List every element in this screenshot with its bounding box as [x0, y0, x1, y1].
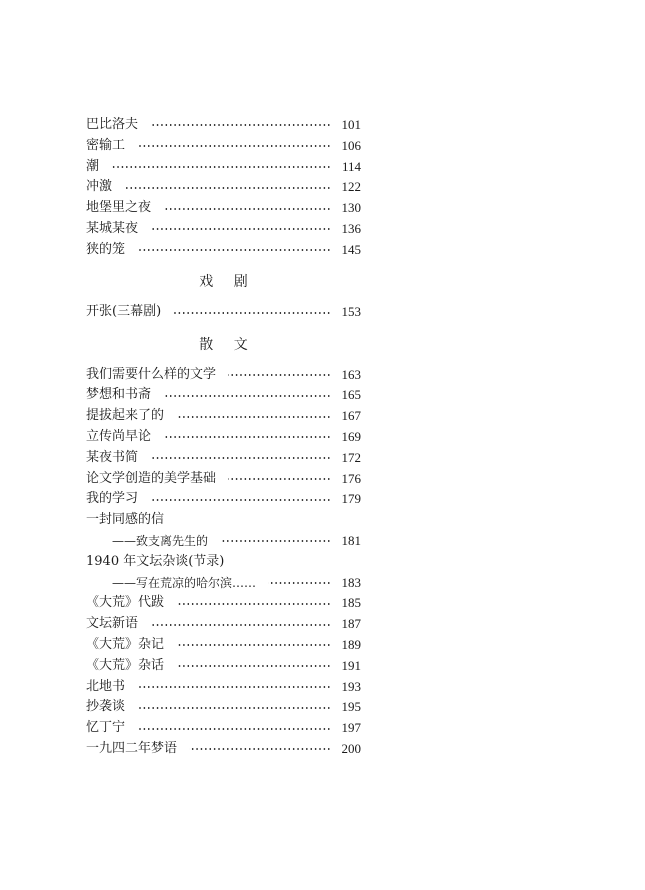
- toc-entry[interactable]: [86, 427, 361, 448]
- dot-leader: [220, 540, 331, 542]
- toc-entry-title: 一九四二年梦语: [86, 740, 178, 756]
- toc-entry-page: 187: [341, 616, 361, 632]
- toc-entry-page: 176: [341, 470, 361, 486]
- section-heading-drama: 戏 剧: [199, 274, 256, 291]
- toc-entry-title: 1940 年文坛杂谈(节录): [86, 553, 225, 569]
- toc-entry-title: 一封同感的信: [86, 512, 165, 528]
- toc-entry-page: 181: [341, 532, 361, 548]
- toc-entry-title: 立传尚早论: [86, 428, 152, 444]
- toc-entry-title: 抄袭谈: [86, 699, 126, 715]
- toc-entry-title: 《大荒》杂记: [86, 636, 165, 652]
- toc-entry-title: 文坛新语: [86, 616, 139, 632]
- dot-leader: [163, 208, 331, 210]
- toc-entry-title: 论文学创造的美学基础: [86, 470, 217, 486]
- dot-leader: [173, 312, 331, 314]
- dot-leader: [176, 603, 331, 605]
- toc-entry[interactable]: [86, 739, 361, 760]
- dot-leader: [228, 374, 331, 376]
- toc-entry-title: 《大荒》代跋: [86, 595, 165, 611]
- toc-entry-page: 153: [341, 304, 361, 320]
- toc-entry[interactable]: [86, 469, 361, 490]
- toc-entry-page: 172: [341, 449, 361, 465]
- toc-entry-title: 地堡里之夜: [86, 200, 152, 216]
- toc-entry[interactable]: [86, 219, 361, 240]
- toc-entry[interactable]: [86, 406, 361, 427]
- toc-entry-title: 我们需要什么样的文学: [86, 366, 217, 382]
- toc-entry-page: 167: [341, 408, 361, 424]
- section-heading-row: [86, 323, 361, 365]
- toc-entry-title: 提拔起来了的: [86, 408, 165, 424]
- dot-leader: [137, 728, 331, 730]
- toc-entry-page: 136: [341, 220, 361, 236]
- toc-entry-title: 北地书: [86, 678, 126, 694]
- toc-entry-title: 开张(三幕剧): [86, 304, 162, 320]
- dot-leader: [163, 395, 331, 397]
- dot-leader: [124, 187, 331, 189]
- dot-leader: [228, 478, 331, 480]
- toc-entry-title: 狭的笼: [86, 241, 126, 257]
- dot-leader: [176, 416, 331, 418]
- toc-entry[interactable]: [86, 614, 361, 635]
- section-heading-row: [86, 261, 361, 303]
- dot-leader: [137, 249, 331, 251]
- toc-entry-title: 某夜书简: [86, 449, 139, 465]
- toc-entry-title: 忆丁宁: [86, 720, 126, 736]
- toc-entry[interactable]: [86, 136, 361, 157]
- toc-entry[interactable]: [86, 593, 361, 614]
- toc-entry[interactable]: [86, 240, 361, 261]
- dot-leader: [150, 124, 331, 126]
- toc-entry-page: 145: [341, 241, 361, 257]
- dot-leader: [137, 686, 331, 688]
- table-of-contents: [86, 115, 361, 760]
- toc-entry[interactable]: [86, 157, 361, 178]
- toc-entry-page: 200: [341, 740, 361, 756]
- toc-entry[interactable]: [86, 365, 361, 386]
- toc-entry-parent[interactable]: [86, 552, 361, 573]
- dot-leader: [268, 582, 331, 584]
- toc-entry[interactable]: [86, 115, 361, 136]
- toc-entry[interactable]: [86, 198, 361, 219]
- dot-leader: [163, 436, 331, 438]
- dot-leader: [137, 145, 331, 147]
- toc-entry[interactable]: [86, 177, 361, 198]
- toc-entry-title: ——致支离先生的: [112, 533, 209, 548]
- toc-entry[interactable]: [86, 302, 361, 323]
- toc-entry-title: 某城某夜: [86, 220, 139, 236]
- toc-entry-title: ——写在荒凉的哈尔滨……: [112, 575, 257, 590]
- toc-entry-page: 114: [341, 158, 361, 174]
- dot-leader: [150, 499, 331, 501]
- toc-entry-title: 巴比洛夫: [86, 117, 139, 132]
- toc-entry-page: 183: [341, 574, 361, 590]
- toc-entry-title: 《大荒》杂话: [86, 657, 165, 673]
- toc-entry-page: 185: [341, 595, 361, 611]
- toc-entry-page: 130: [341, 200, 361, 216]
- toc-entry-page: 189: [341, 636, 361, 652]
- toc-entry-page: 179: [341, 491, 361, 507]
- dot-leader: [189, 748, 331, 750]
- toc-entry-parent[interactable]: [86, 510, 361, 531]
- toc-entry-subtitle[interactable]: [86, 573, 361, 594]
- toc-entry[interactable]: [86, 448, 361, 469]
- toc-entry-page: 122: [341, 179, 361, 195]
- toc-entry-subtitle[interactable]: [86, 531, 361, 552]
- toc-entry-title: 密输工: [86, 137, 126, 153]
- toc-entry-page: 165: [341, 387, 361, 403]
- dot-leader: [150, 457, 331, 459]
- dot-leader: [150, 228, 331, 230]
- toc-entry-page: 101: [341, 117, 361, 132]
- dot-leader: [150, 624, 331, 626]
- toc-entry-page: 197: [341, 720, 361, 736]
- toc-entry[interactable]: [86, 656, 361, 677]
- toc-entry-page: 195: [341, 699, 361, 715]
- toc-entry-page: 163: [341, 366, 361, 382]
- toc-entry-page: 193: [341, 678, 361, 694]
- toc-entry[interactable]: [86, 697, 361, 718]
- dot-leader: [176, 644, 331, 646]
- toc-entry[interactable]: [86, 385, 361, 406]
- toc-entry[interactable]: [86, 635, 361, 656]
- dot-leader: [137, 707, 331, 709]
- toc-entry[interactable]: [86, 677, 361, 698]
- toc-entry-page: 169: [341, 428, 361, 444]
- toc-entry-title: 我的学习: [86, 491, 139, 507]
- section-heading-prose: 散 文: [199, 336, 256, 353]
- dot-leader: [111, 166, 331, 168]
- toc-entry-title: 梦想和书斋: [86, 387, 152, 403]
- toc-entry-title: 冲激: [86, 179, 113, 195]
- toc-entry-page: 106: [341, 137, 361, 153]
- toc-entry-page: 191: [341, 657, 361, 673]
- dot-leader: [176, 665, 331, 667]
- toc-entry[interactable]: [86, 718, 361, 739]
- toc-entry[interactable]: [86, 489, 361, 510]
- toc-entry-title: 潮: [86, 158, 100, 174]
